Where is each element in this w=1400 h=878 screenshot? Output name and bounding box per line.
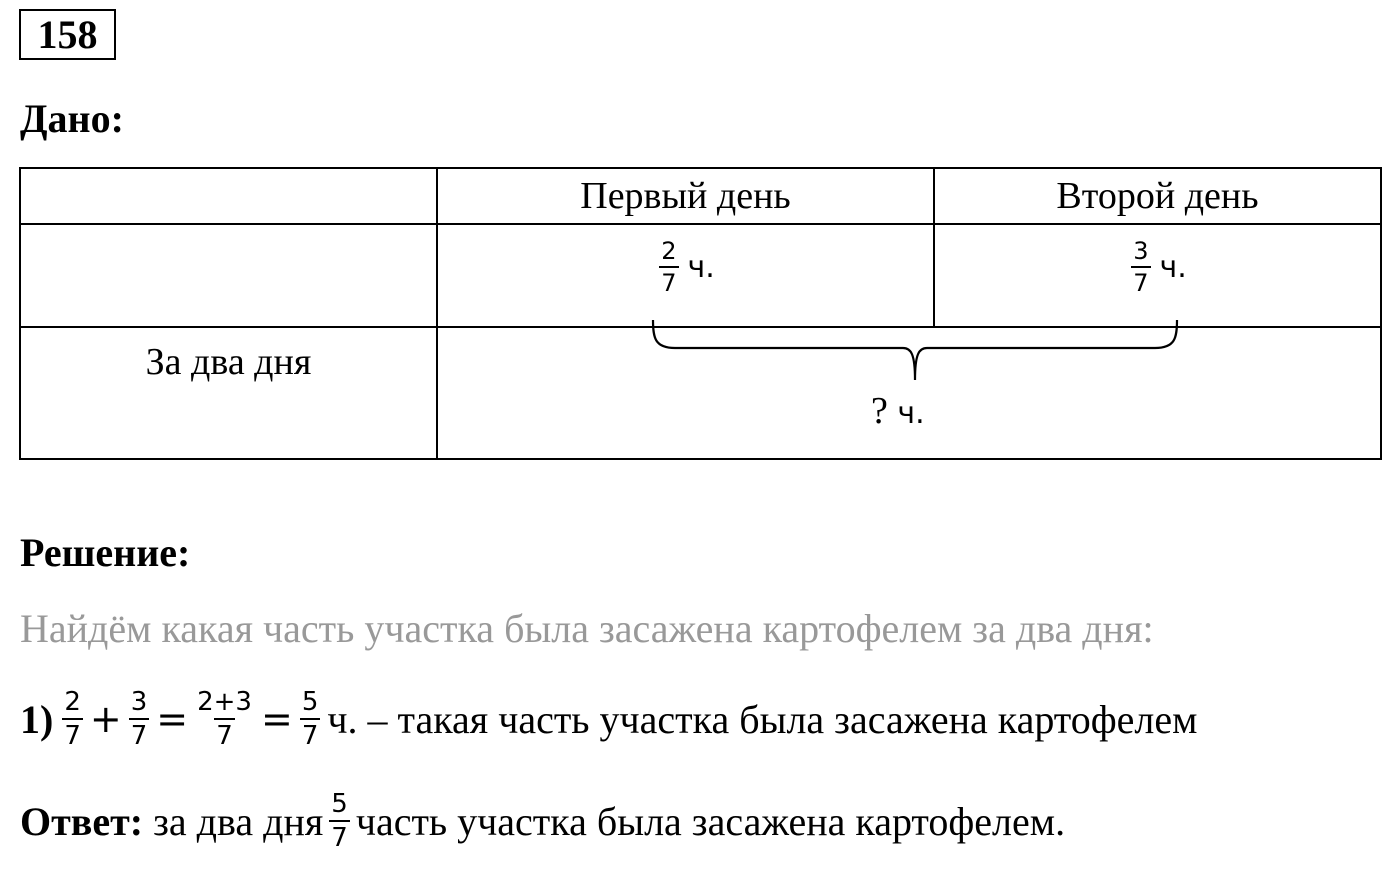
first-day-value: $\frac{2}{7}$ ч. xyxy=(437,224,934,327)
step-text: ч. – такая часть участка была засажена картофелем xyxy=(327,696,1198,742)
solution-step-1 xyxy=(20,682,1197,756)
header-cell-empty xyxy=(20,168,437,224)
curly-brace-icon xyxy=(651,318,1179,384)
equals-sign: = xyxy=(156,697,189,741)
solution-title: Решение: xyxy=(20,530,191,575)
answer-text-after: часть участка была засажена картофелем. xyxy=(355,798,1066,844)
table-row-values xyxy=(20,224,1381,327)
row-label-two-days: За два дня xyxy=(20,327,437,459)
unknown-total: ? ч. xyxy=(871,390,925,432)
table-header-row xyxy=(20,168,1381,224)
fraction: $\frac{3}{7}$ xyxy=(1133,237,1149,297)
second-day-value: $\frac{3}{7}$ ч. xyxy=(934,224,1381,327)
row-label-empty xyxy=(20,224,437,327)
equals-sign: = xyxy=(260,697,293,741)
fraction: $\frac{2}{7}$ xyxy=(661,237,677,297)
header-second-day: Второй день xyxy=(934,168,1381,224)
fraction: $\frac{5}{7}$ xyxy=(331,789,348,853)
fraction: $\frac{3}{7}$ xyxy=(130,687,148,751)
fraction: $\frac{2+3}{7}$ xyxy=(197,687,252,751)
step-number: 1) xyxy=(20,696,54,742)
fraction: $\frac{2}{7}$ xyxy=(64,687,81,751)
solution-intro: Найдём какая часть участка была засажена картофелем за два дня: xyxy=(20,606,1154,651)
task-number: 158 xyxy=(19,9,116,60)
answer-line xyxy=(20,784,1065,858)
header-first-day: Первый день xyxy=(437,168,934,224)
fraction: $\frac{5}{7}$ xyxy=(301,687,319,751)
given-title: Дано: xyxy=(20,96,124,141)
answer-label: Ответ: xyxy=(20,798,144,844)
answer-text-before: за два дня xyxy=(153,798,324,844)
plus-sign: + xyxy=(89,697,122,741)
given-table xyxy=(19,167,1382,460)
